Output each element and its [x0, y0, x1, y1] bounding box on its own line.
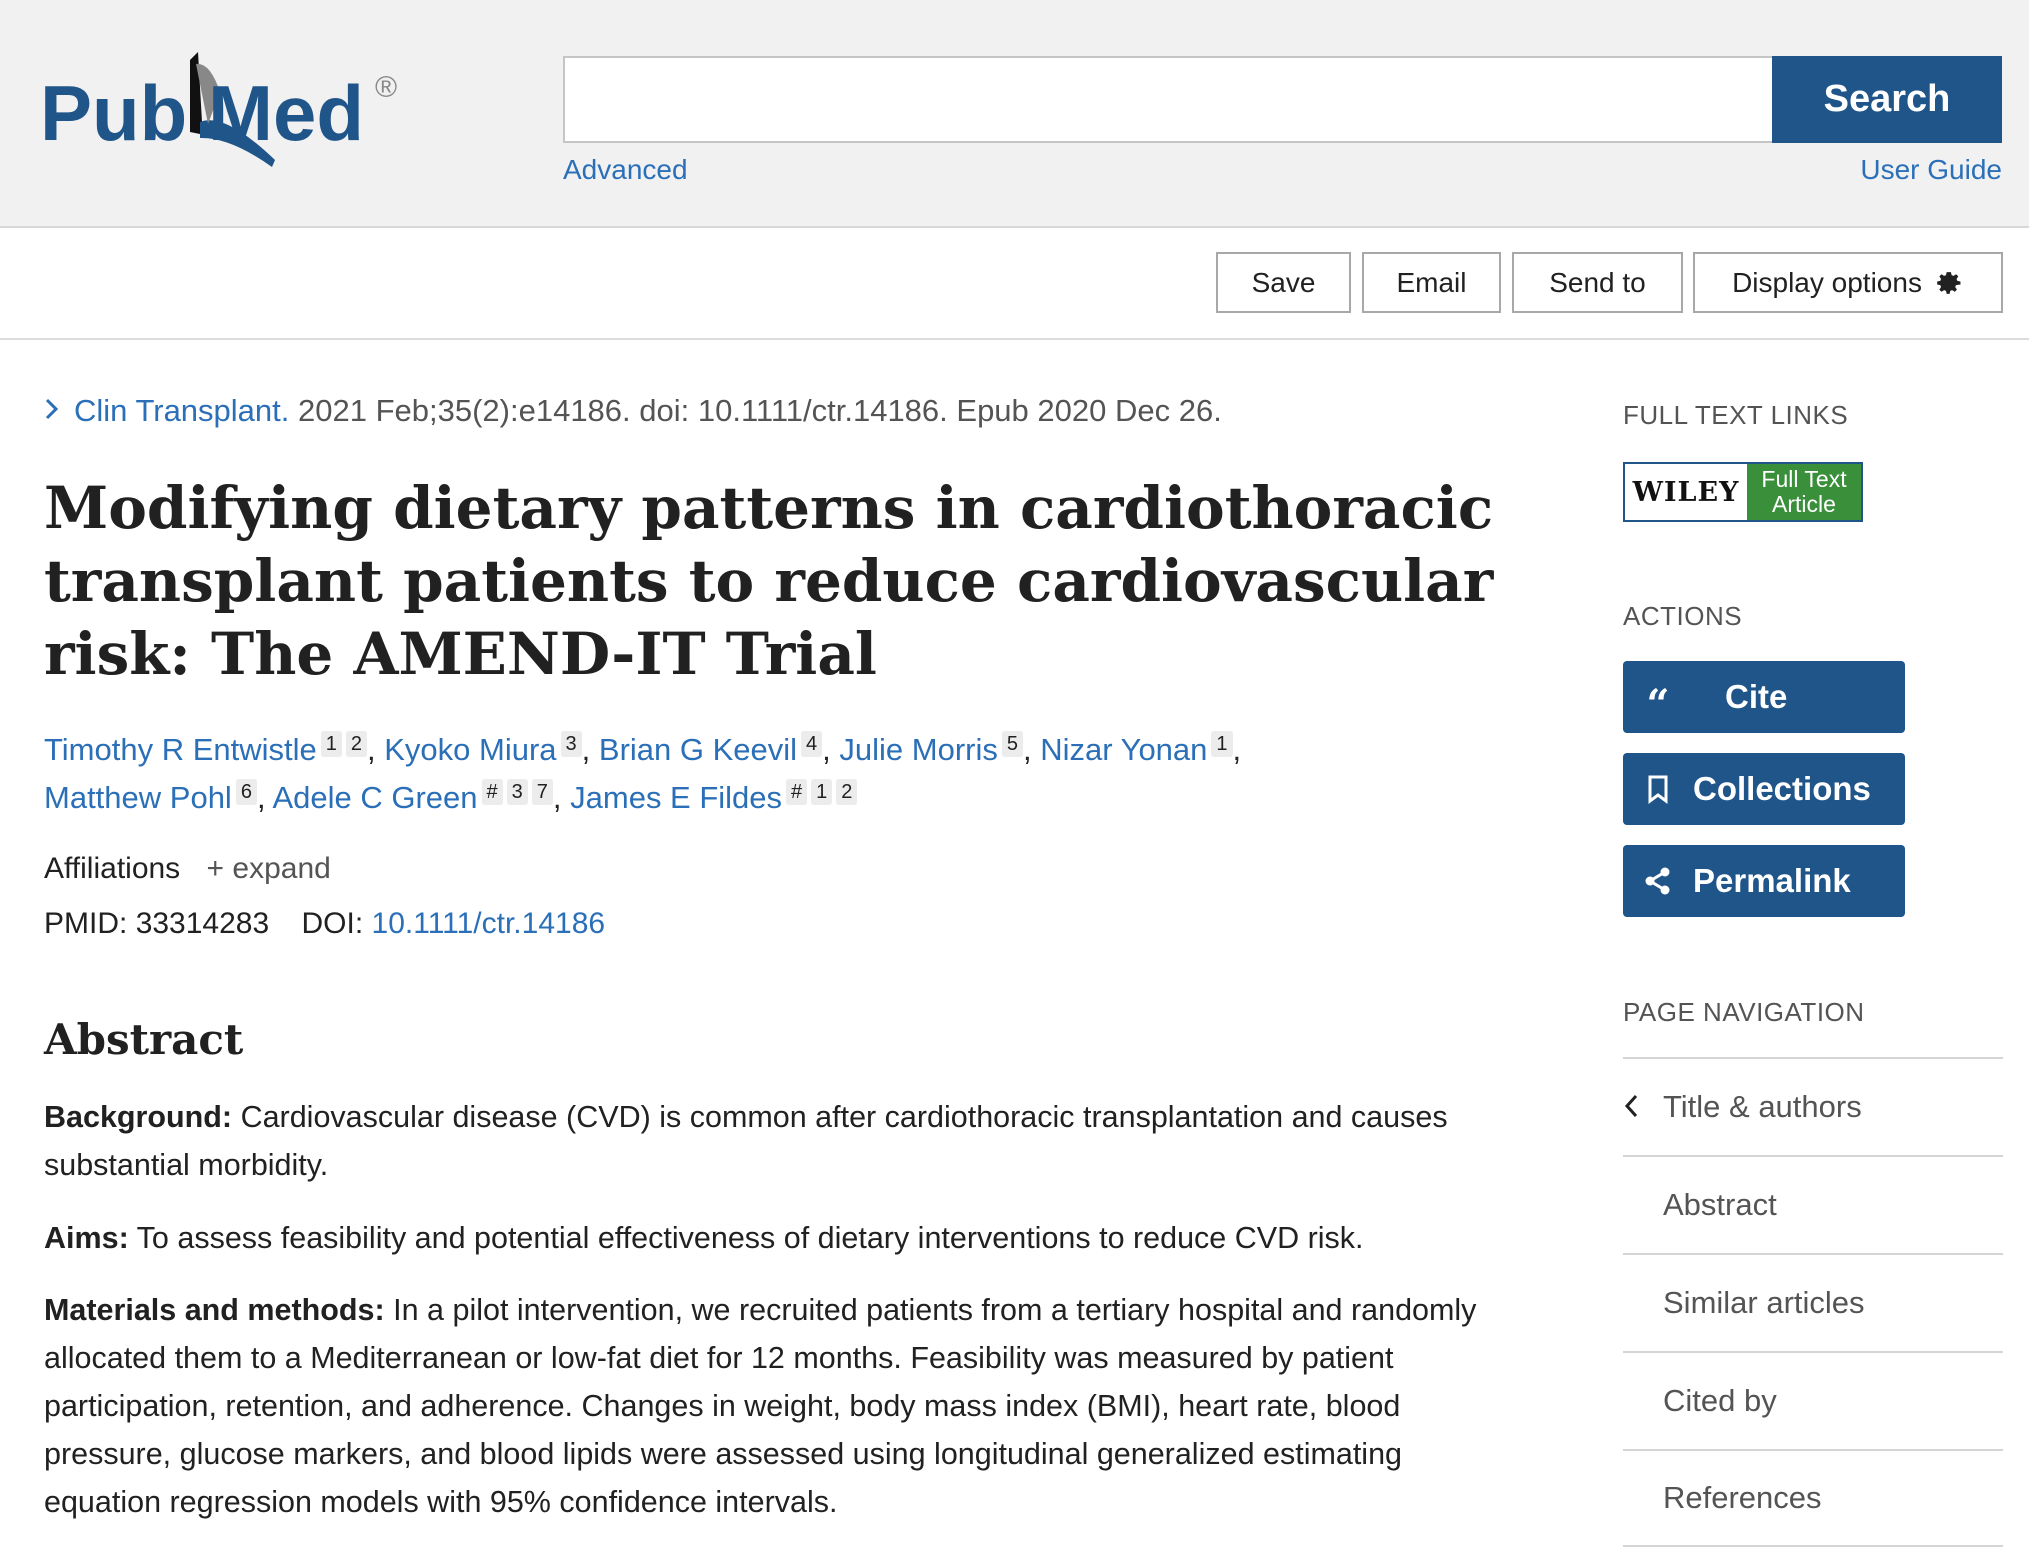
wiley-brand: WILEY	[1632, 476, 1740, 508]
permalink-label: Permalink	[1693, 862, 1851, 899]
gear-icon	[1932, 267, 1964, 299]
page-navigation-heading: PAGE NAVIGATION	[1623, 997, 1865, 1027]
logo-text-right: Med	[208, 69, 364, 157]
pubmed-logo[interactable]	[40, 42, 420, 172]
author-link[interactable]: James E Fildes	[570, 780, 783, 815]
save-button[interactable]: Save	[1216, 252, 1351, 313]
advanced-search-link[interactable]: Advanced	[563, 154, 688, 185]
page-nav-item[interactable]	[1623, 1449, 2003, 1547]
affiliation-ref[interactable]: #	[786, 779, 807, 805]
background-text: Cardiovascular disease (CVD) is common after cardiothoracic transplantation and causes substantial morbidity.	[44, 1100, 1448, 1182]
actions-heading: ACTIONS	[1623, 601, 1743, 631]
page-nav-item[interactable]	[1623, 1155, 2003, 1253]
author-separator: ,	[581, 732, 599, 767]
site-header	[0, 0, 2029, 228]
affiliation-ref[interactable]: 2	[836, 779, 857, 805]
affiliation-ref[interactable]: #	[482, 779, 503, 805]
journal-link[interactable]: Clin Transplant.	[74, 393, 290, 428]
cite-button[interactable]	[1623, 661, 1905, 733]
author-link[interactable]: Brian G Keevil	[598, 732, 798, 767]
chevron-left-icon	[1623, 1093, 1639, 1119]
page-nav-label: Similar articles	[1663, 1285, 1865, 1320]
aims-text: To assess feasibility and potential effectiveness of dietary interventions to reduce CVD risk.	[128, 1221, 1364, 1255]
cite-label: Cite	[1725, 678, 1788, 715]
affiliations-label: Affiliations	[44, 852, 181, 885]
affiliation-ref[interactable]: 7	[532, 779, 553, 805]
author-separator: ,	[1232, 732, 1242, 767]
aims-label: Aims:	[44, 1221, 129, 1255]
logo-registered: ®	[375, 71, 398, 104]
identifiers-row	[44, 907, 605, 941]
affiliation-ref[interactable]: 6	[236, 779, 257, 805]
affiliation-ref[interactable]: 3	[507, 779, 528, 805]
abstract-heading: Abstract	[44, 1015, 244, 1064]
page-nav-label: Abstract	[1663, 1187, 1777, 1222]
page-nav-label: Title & authors	[1663, 1089, 1862, 1124]
affiliations-expand[interactable]	[207, 852, 331, 885]
page-nav-item[interactable]	[1623, 1351, 2003, 1449]
search-button[interactable]: Search	[1772, 56, 2002, 143]
affiliation-ref[interactable]: 2	[346, 731, 367, 757]
article-toolbar	[0, 230, 2029, 340]
abstract-background	[44, 1093, 1524, 1189]
author-link[interactable]: Julie Morris	[839, 732, 998, 767]
background-label: Background:	[44, 1100, 233, 1134]
pmid-label: PMID:	[44, 907, 128, 940]
article-title: Modifying dietary patterns in cardiothoracic transplant patients to reduce cardiovascular risk: The AMEND-IT Trial	[44, 474, 1494, 688]
display-options-label: Display options	[1732, 266, 1922, 298]
page-navigation-list	[1623, 1057, 2003, 1547]
pmid-value: 33314283	[135, 907, 270, 940]
abstract-methods	[44, 1286, 1524, 1526]
methods-label: Materials and methods:	[44, 1293, 385, 1327]
wiley-line1: Full Text	[1761, 466, 1847, 492]
page-nav-item[interactable]	[1623, 1057, 2003, 1155]
full-text-links-heading: FULL TEXT LINKS	[1623, 400, 1849, 430]
collections-button[interactable]	[1623, 753, 1905, 825]
display-options-button[interactable]	[1693, 252, 2003, 313]
author-separator: ,	[552, 780, 571, 815]
bookmark-icon	[1623, 774, 1693, 804]
author-link[interactable]: Matthew Pohl	[44, 780, 232, 815]
wiley-full-text-label	[1747, 464, 1861, 520]
permalink-button[interactable]	[1623, 845, 1905, 917]
affiliation-ref[interactable]: 1	[1211, 731, 1232, 757]
share-icon	[1623, 866, 1693, 896]
email-button[interactable]: Email	[1362, 252, 1501, 313]
affiliations-row	[44, 852, 331, 886]
user-guide-link[interactable]: User Guide	[1860, 154, 2002, 185]
affiliation-ref[interactable]: 4	[801, 731, 822, 757]
expand-label: expand	[232, 852, 331, 885]
author-separator: ,	[367, 732, 385, 767]
citation-details: 2021 Feb;35(2):e14186. doi: 10.1111/ctr.14186. Epub 2020 Dec 26.	[289, 393, 1222, 428]
page-nav-label: References	[1663, 1480, 1822, 1515]
methods-text: In a pilot intervention, we recruited patients from a tertiary hospital and randomly allocated them to a Mediterranean or low-fat diet for 12 months. Feasibility was measured by patient participation, retention, and adherence. Changes in weight, body mass index (BMI), heart rate, blood pressure, glucose markers, and blood lipids were assessed using longitudinal generalized estimating equation regression models with 95% confidence intervals.	[44, 1293, 1477, 1519]
affiliation-ref[interactable]: 3	[561, 731, 582, 757]
author-list	[44, 726, 1484, 822]
wiley-full-text-link[interactable]	[1623, 462, 1863, 522]
page-nav-item[interactable]	[1623, 1253, 2003, 1351]
affiliation-ref[interactable]: 1	[321, 731, 342, 757]
logo-text-left: Pub	[40, 69, 188, 157]
send-to-button[interactable]: Send to	[1512, 252, 1683, 313]
author-separator: ,	[256, 780, 273, 815]
plus-icon: +	[206, 852, 233, 885]
author-link[interactable]: Kyoko Miura	[384, 732, 557, 767]
quote-icon: “	[1646, 680, 1670, 728]
wiley-line2: Article	[1772, 491, 1836, 517]
affiliation-ref[interactable]: 1	[811, 779, 832, 805]
doi-link[interactable]: 10.1111/ctr.14186	[371, 907, 606, 940]
chevron-right-icon	[44, 397, 60, 421]
affiliation-ref[interactable]: 5	[1002, 731, 1023, 757]
search-input[interactable]	[563, 56, 1772, 143]
author-separator: ,	[1022, 732, 1041, 767]
collections-label: Collections	[1693, 770, 1871, 807]
author-separator: ,	[822, 732, 840, 767]
doi-label: DOI:	[301, 907, 364, 940]
author-link[interactable]: Timothy R Entwistle	[44, 732, 317, 767]
citation-line	[44, 393, 1222, 429]
abstract-aims	[44, 1214, 1524, 1262]
author-link[interactable]: Adele C Green	[272, 780, 478, 815]
author-link[interactable]: Nizar Yonan	[1040, 732, 1208, 767]
page-nav-label: Cited by	[1663, 1383, 1777, 1418]
